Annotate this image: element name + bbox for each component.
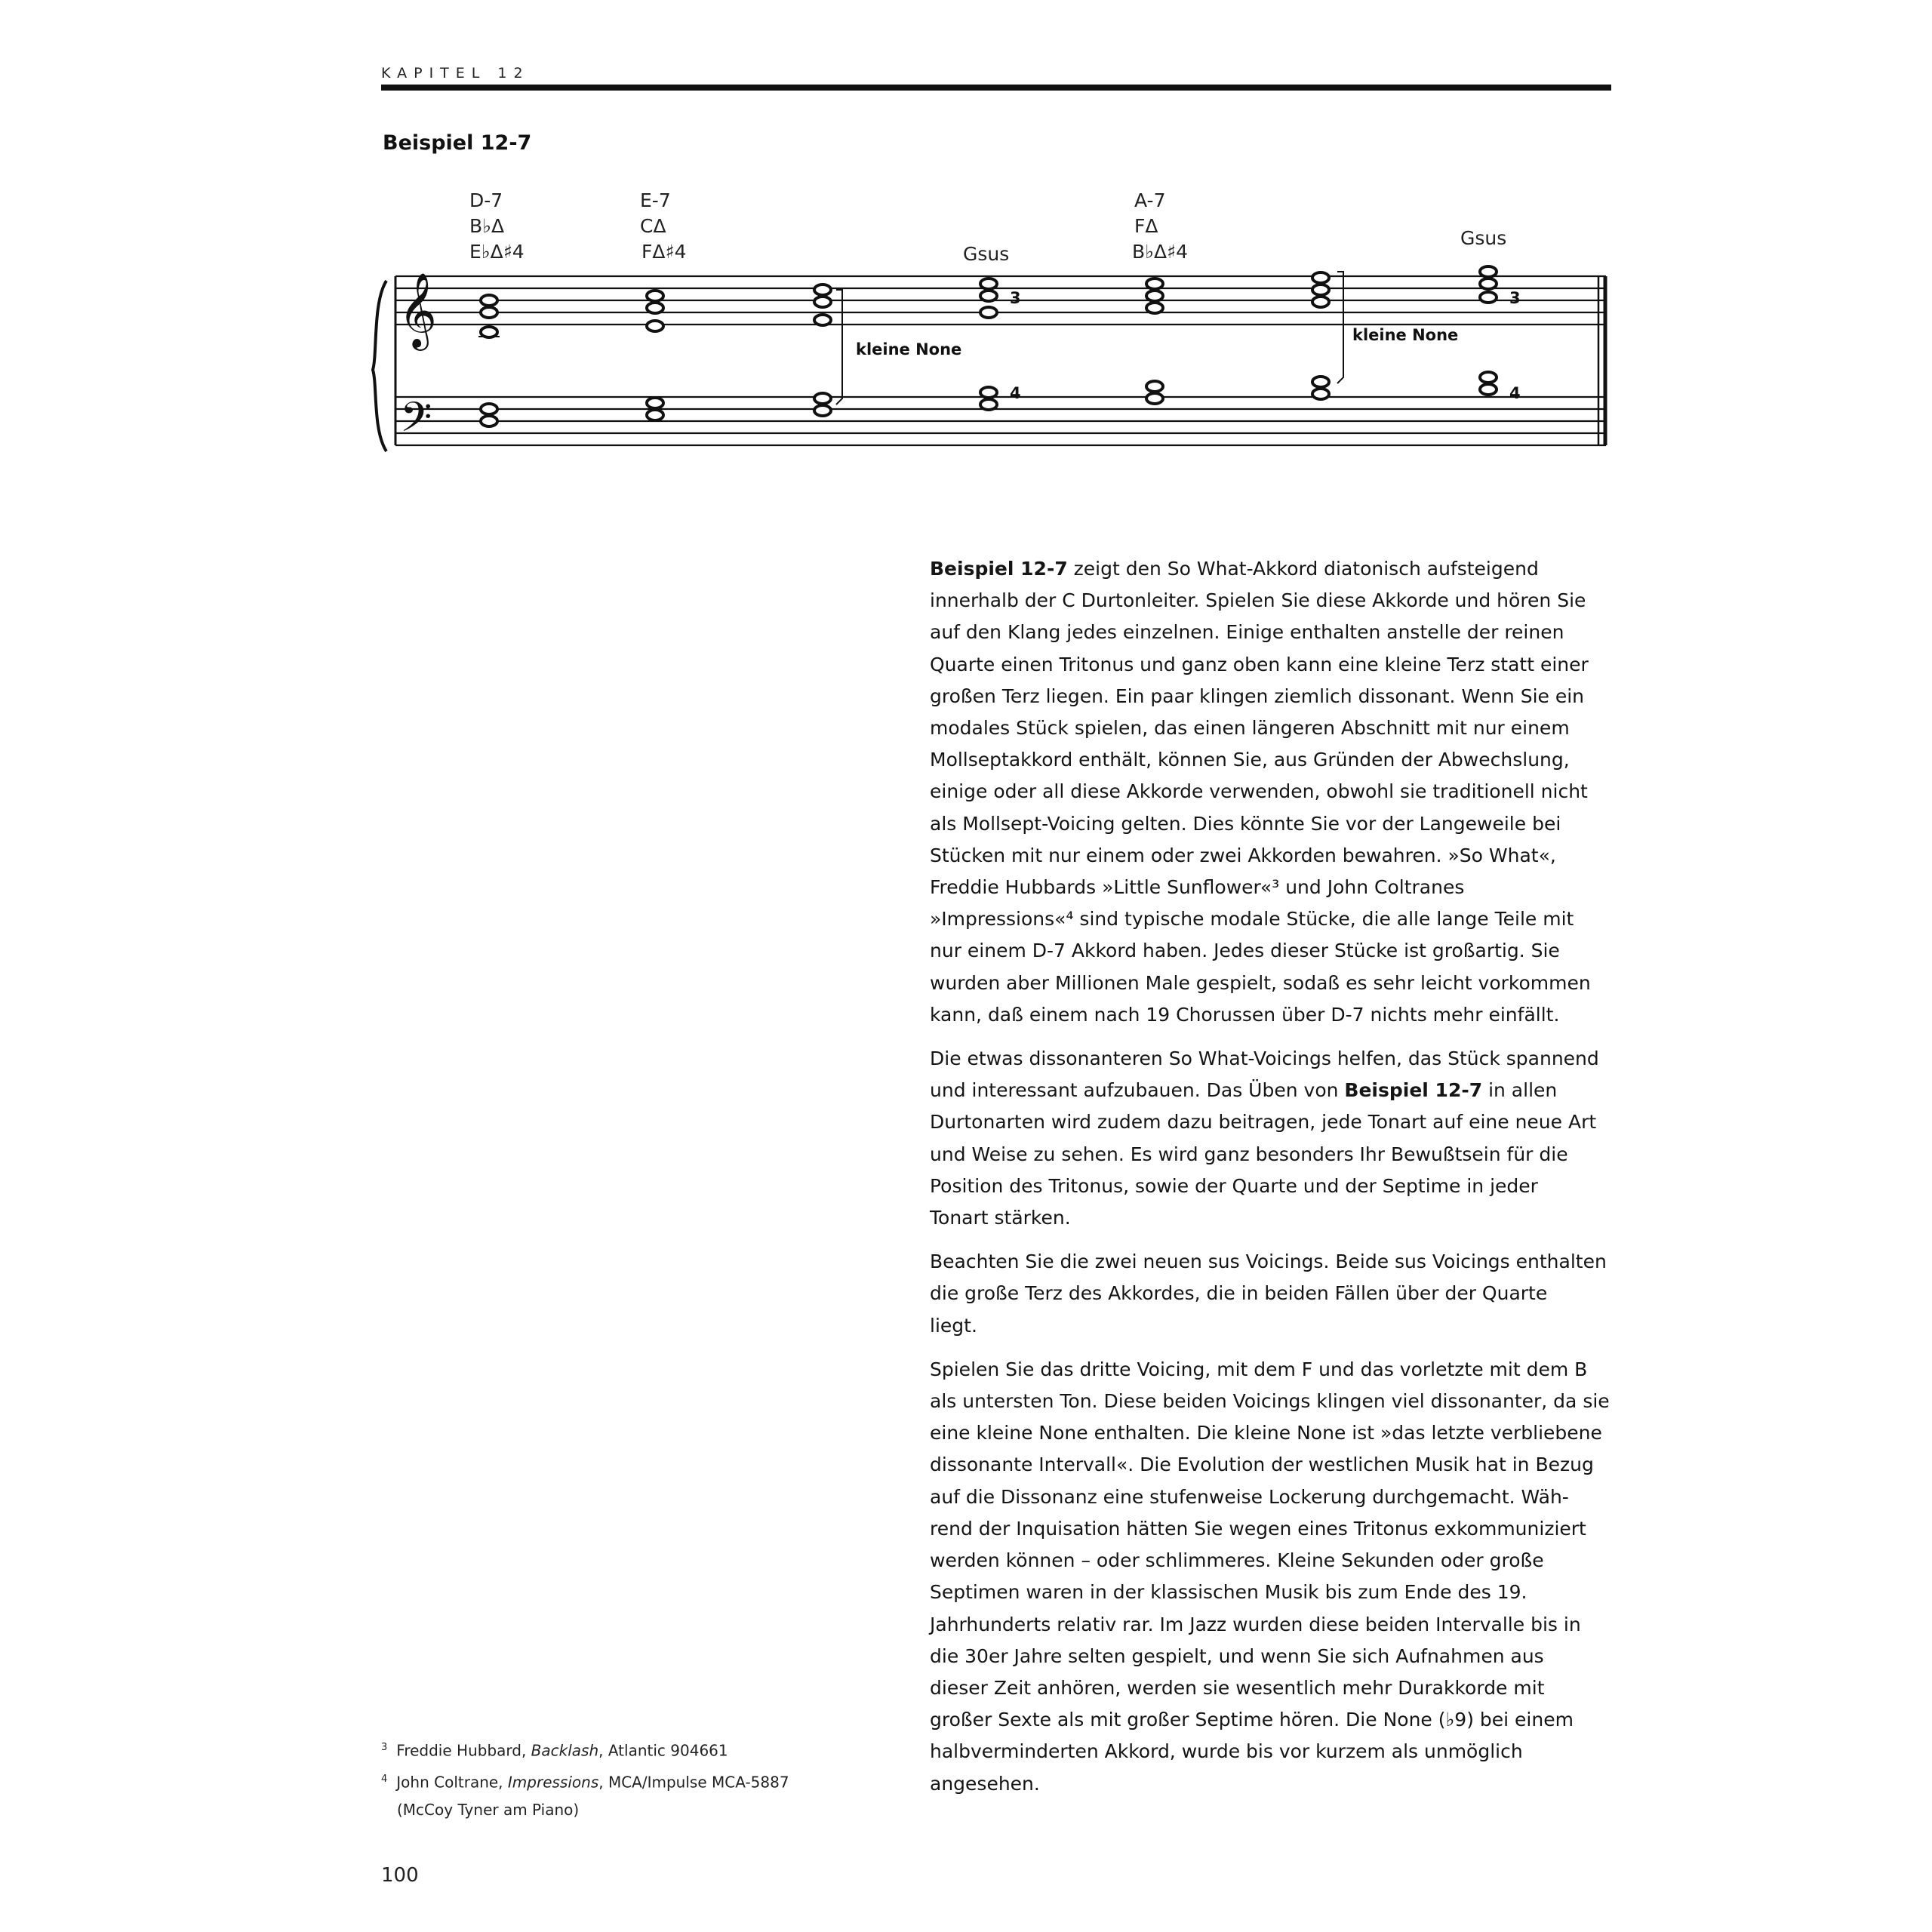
chord-symbol: FΔ [1134, 215, 1158, 237]
text-line: Quarte einen Tritonus und ganz oben kann eine kleine Terz statt einer [930, 653, 1589, 675]
treble-clef-icon: 𝄞 [398, 272, 437, 348]
text-line: Jahrhunderts relativ rar. Im Jazz wurden diese beiden Intervalle bis in [930, 1613, 1581, 1635]
text-line: werden können – oder schlimmeres. Kleine Sekunden oder große [930, 1549, 1544, 1572]
text-line: »Impressions«⁴ sind typische modale Stücke, die alle lange Teile mit [930, 908, 1574, 931]
footnote-text: , Atlantic 904661 [598, 1741, 728, 1760]
text-line: angesehen. [930, 1772, 1040, 1795]
footnote-text: , MCA/Impulse MCA-5887 [598, 1773, 789, 1792]
brace [373, 281, 386, 451]
fingering-number: 3 [1509, 289, 1521, 307]
body-text [930, 553, 1613, 1812]
bold-reference: Beispiel 12-7 [1344, 1079, 1483, 1102]
text-line: modales Stück spielen, das einen längeren Abschnitt mit nur einem [930, 717, 1570, 740]
example-title: Beispiel 12-7 [383, 131, 532, 155]
text-line: nur einem D-7 Akkord haben. Jedes dieser Stücke ist großartig. Sie [930, 940, 1560, 962]
paragraph [930, 553, 1613, 1031]
text-line: Tonart stärken. [930, 1207, 1071, 1229]
text-line: großer Sexte als mit großer Septime hören. Die None (♭9) bei einem [930, 1709, 1574, 1731]
text-span: zeigt den So What-Akkord diatonisch aufsteigend [1067, 558, 1539, 580]
minor-ninth-brackets [836, 272, 1343, 405]
text-line: Spielen Sie das dritte Voicing, mit dem F und das vorletzte mit dem B [930, 1358, 1588, 1380]
page-number: 100 [381, 1864, 419, 1887]
chord-symbol: CΔ [640, 215, 666, 237]
chord-symbol: B♭Δ♯4 [1132, 241, 1189, 263]
footnote-number: 3 [381, 1742, 388, 1753]
text-line: Septimen waren in der klassischen Musik bis zum Ende des 19. [930, 1581, 1527, 1604]
text-line: rend der Inquisation hätten Sie wegen eines Tritonus exkommuniziert [930, 1517, 1586, 1540]
text-line: wurden aber Millionen Male gespielt, sodaß es sehr leicht vorkommen [930, 971, 1591, 994]
footnote [381, 1765, 849, 1797]
music-score [0, 0, 1932, 468]
text-line: einige oder all diese Akkorde verwenden, obwohl sie traditionell nicht [930, 780, 1588, 803]
bass-clef-icon: 𝄢 [400, 393, 432, 451]
text-line: als untersten Ton. Diese beiden Voicings klingen viel dissonanter, da sie [930, 1390, 1610, 1413]
chord-symbols [469, 189, 1506, 265]
text-span: in allen [1482, 1079, 1558, 1102]
text-line: und Weise zu sehen. Es wird ganz besonders Ihr Bewußtsein für die [930, 1143, 1568, 1165]
chord-symbol: E-7 [640, 189, 671, 211]
annotation-label: kleine None [1352, 326, 1459, 344]
text-line: als Mollsept-Voicing gelten. Dies könnte Sie vor der Langeweile bei [930, 812, 1561, 835]
footnotes [381, 1734, 849, 1824]
text-line: auf die Dissonanz eine stufenweise Lockerung durchgemacht. Wäh- [930, 1485, 1569, 1508]
chord-symbol: Gsus [963, 243, 1010, 265]
text-line: Stücken mit nur einem oder zwei Akkorden bewahren. »So What«, [930, 844, 1556, 866]
chord-symbol: A-7 [1134, 189, 1166, 211]
footnote-title: Impressions [507, 1773, 599, 1792]
text-line: auf den Klang jedes einzelnen. Einige enthalten anstelle der reinen [930, 621, 1564, 644]
text-line: Position des Tritonus, sowie der Quarte und der Septime in jeder [930, 1174, 1538, 1197]
footnote [381, 1734, 849, 1765]
fingering-number: 3 [1010, 289, 1021, 307]
paragraph [930, 1246, 1613, 1342]
footnote-number: 4 [381, 1773, 388, 1785]
chord-symbol: FΔ♯4 [641, 241, 687, 263]
paragraph [930, 1043, 1613, 1234]
text-line: großen Terz liegen. Ein paar klingen ziemlich dissonant. Wenn Sie ein [930, 685, 1585, 707]
text-line [930, 1075, 1613, 1106]
text-line: innerhalb der C Durtonleiter. Spielen Sie diese Akkorde und hören Sie [930, 589, 1586, 612]
text-line: Mollseptakkord enthält, können Sie, aus Gründen der Abwechslung, [930, 749, 1570, 771]
text-line: dissonante Intervall«. Die Evolution der westlichen Musik hat in Bezug [930, 1454, 1594, 1476]
footnote-text: John Coltrane, [396, 1773, 508, 1792]
text-line: Freddie Hubbards »Little Sunflower«³ und John Coltranes [930, 876, 1465, 899]
text-line: die 30er Jahre selten gespielt, und wenn Sie sich Aufnahmen aus [930, 1644, 1544, 1667]
footnote-continuation [381, 1796, 849, 1824]
text-line [930, 553, 1613, 585]
bold-reference: Beispiel 12-7 [930, 558, 1068, 580]
footnote-title: Backlash [531, 1741, 599, 1760]
paragraph [930, 1354, 1613, 1800]
chord-symbol: Gsus [1460, 227, 1507, 249]
text-line: halbverminderten Akkord, wurde bis vor kurzem als unmöglich [930, 1740, 1523, 1763]
text-line: liegt. [930, 1314, 977, 1337]
notes [481, 266, 1497, 426]
text-line: Durtonarten wird zudem dazu beitragen, jede Tonart auf eine neue Art [930, 1111, 1597, 1134]
chord-symbol: B♭Δ [469, 215, 505, 237]
footnote-text: Freddie Hubbard, [396, 1741, 531, 1760]
text-line: Die etwas dissonanteren So What-Voicings helfen, das Stück spannend [930, 1048, 1599, 1070]
text-line: dieser Zeit anhören, werden sie wesentlich mehr Durakkorde mit [930, 1676, 1545, 1699]
chord-symbol: E♭Δ♯4 [469, 241, 525, 263]
fingering-number: 4 [1010, 384, 1021, 402]
text-line: Beachten Sie die zwei neuen sus Voicings. Beide sus Voicings enthalten [930, 1251, 1607, 1273]
fingering-number: 4 [1509, 384, 1521, 402]
text-line: die große Terz des Akkordes, die in beiden Fällen über der Quarte [930, 1282, 1548, 1305]
chord-symbol: D-7 [469, 189, 503, 211]
chapter-header: KAPITEL 12 [381, 65, 530, 82]
text-line: kann, daß einem nach 19 Chorussen über D-7 nichts mehr einfällt. [930, 1003, 1560, 1026]
footnote-text: (McCoy Tyner am Piano) [397, 1801, 580, 1820]
text-span: und interessant aufzubauen. Das Üben von [930, 1079, 1345, 1102]
text-line: eine kleine None enthalten. Die kleine None ist »das letzte verbliebene [930, 1422, 1602, 1444]
annotation-label: kleine None [856, 340, 962, 358]
